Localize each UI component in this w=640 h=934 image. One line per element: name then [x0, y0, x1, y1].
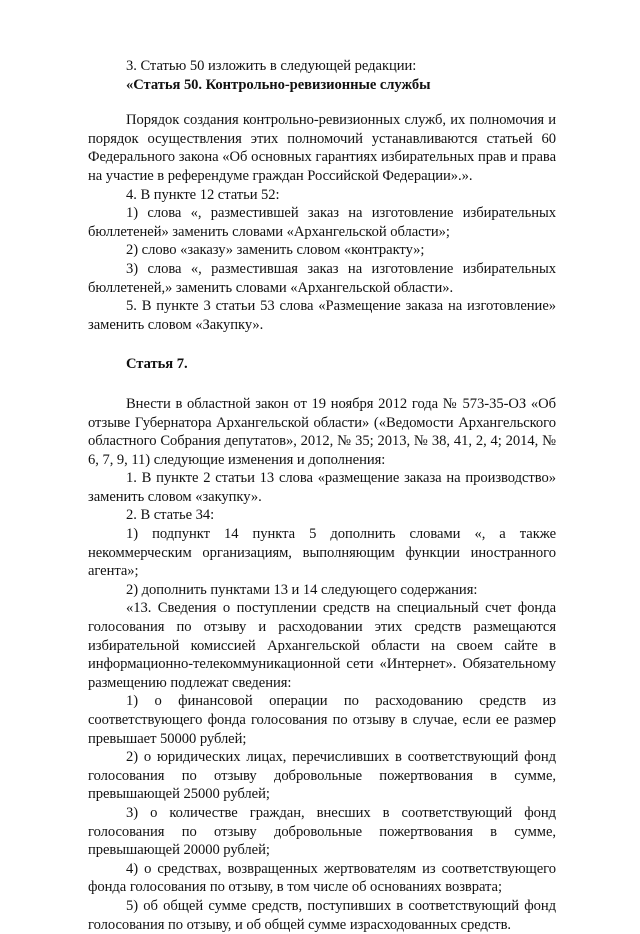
- paragraph-subitem-3: 3) слова «, разместившая заказ на изготовление избирательных бюллетеней,» заменить словами «Архангельской области».: [88, 260, 556, 296]
- document-body: [88, 57, 556, 934]
- article-50-title: «Статья 50. Контрольно-ревизионные службы: [126, 76, 431, 93]
- paragraph-article-50-text: Порядок создания контрольно-ревизионных служб, их полномочия и порядок осуществления этих полномочий устанавливаются статьей 60 Федерального закона «Об основных гарантиях избирательных прав и права на участие в референдуме граждан Российской Федерации».».: [88, 112, 556, 184]
- paragraph-subitem-2: 2) слово «заказу» заменить словом «контракту»;: [126, 242, 425, 259]
- paragraph-point-13-sub-3: 3) о количестве граждан, внесших в соответствующий фонд голосования по отзыву добровольные пожертвования в сумме, превышающей 20000 рублей;: [88, 804, 556, 859]
- paragraph-amendment-3: 3. Статью 50 изложить в следующей редакции:: [126, 58, 417, 74]
- paragraph-amendment-5: 5. В пункте 3 статьи 53 слова «Размещение заказа на изготовление» заменить словом «Закупку».: [88, 298, 556, 333]
- paragraph-subitem-1: 1) слова «, разместившей заказ на изготовление избирательных бюллетеней» заменить словами «Архангельской области»;: [88, 205, 556, 240]
- paragraph-amendment-4: 4. В пункте 12 статьи 52:: [126, 186, 280, 203]
- paragraph-point-13-sub-5: 5) об общей сумме средств, поступивших в соответствующий фонд голосования по отзыву, и об общей сумме израсходованных средств.: [88, 897, 556, 933]
- paragraph-point-13-sub-4: 4) о средствах, возвращенных жертвователям из соответствующего фонда голосования по отзыву, в том числе об основаниях возврата;: [88, 860, 556, 896]
- paragraph-point-13-sub-1: 1) о финансовой операции по расходованию средств из соответствующего фонда голосования по отзыву в случае, если ее размер превышает 50000 рублей;: [88, 693, 556, 747]
- paragraph-point-13: «13. Сведения о поступлении средств на специальный счет фонда голосования по отзыву и расходовании этих средств размещаются избирательной комиссией Архангельской области на своем сайте в информационно-телекоммуникационной сети «Интернет». Обязательному размещению подлежат сведения:: [88, 600, 556, 691]
- paragraph-item-2-sub-1: 1) подпункт 14 пункта 5 дополнить словами «, а также некоммерческим организациям, выполняющим функции иностранного агента»;: [88, 526, 556, 580]
- paragraph-point-13-sub-2: 2) о юридических лицах, перечисливших в соответствующий фонд голосования по отзыву добровольные пожертвования в сумме, превышающей 25000 рублей;: [88, 749, 556, 803]
- paragraph-item-1: 1. В пункте 2 статьи 13 слова «размещение заказа на производство» заменить словом «закупку».: [88, 470, 556, 505]
- paragraph-item-2-sub-2: 2) дополнить пунктами 13 и 14 следующего содержания:: [126, 581, 478, 598]
- paragraph-article-7-intro: Внести в областной закон от 19 ноября 2012 года № 573-35-ОЗ «Об отзыве Губернатора Архангельской области» («Ведомости Архангельского областного Собрания депутатов», 2012, № 35; 2013, № 38, 41, 2, 4; 2014, № 6, 7, 9, 11) следующие изменения и дополнения:: [88, 395, 556, 468]
- article-7-heading: Статья 7.: [126, 356, 188, 373]
- paragraph-item-2: 2. В статье 34:: [126, 507, 215, 524]
